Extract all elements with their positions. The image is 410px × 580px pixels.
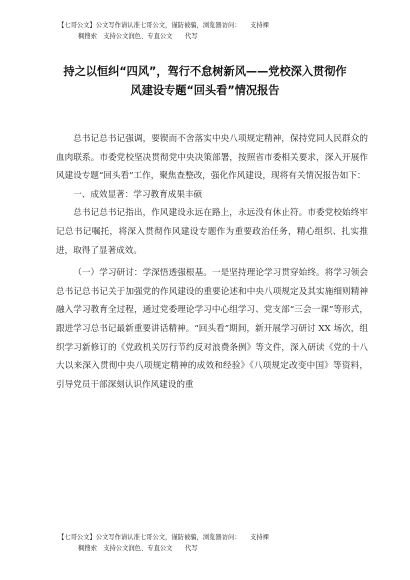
body-paragraph-intro: 总书记总书记强调，要锲而不舍落实中央八项规定精神，保持党同人民群众的血肉联系。市委党校坚决贯彻党中央决策部署，按照省市委相关要求，深入开展作风建设专题“回头看”工作，聚焦查整改，强化作风建设，现将有关情况报告如下：: [56, 134, 368, 182]
body-paragraph-3: （一）学习研讨：学深悟透强根基。一是坚持理论学习贯穿始终。将学习领会总书记总书记关于加强党的作风建设的重要论述和中央八项规定及其实施细则精神融入学习教育全过程，通过党委理论学习中心组学习、党支部“三会一课”等形式，跟进学习总书记最新重要讲话精神。“回头看”期间，新开展学习研讨 XX 场次，组织学习新修订的《党政机关厉行节约反对浪费条例》等文件，深入研读《党的十八大以来深入贯彻中央八项规定精神的成效和经验》《八项规定改变中国》等资料，引导党员干部深刻认识作风建设的重: [56, 268, 368, 390]
header-watermark-notice: [58, 20, 388, 42]
document-body: [56, 130, 368, 394]
header-notice-line-1: 【七哥公文】公文写作请认准七哥公文，谨防被骗，浏览器访问： 支持裸: [58, 22, 269, 29]
body-paragraph-2: 总书记总书记指出，作风建设永远在路上，永远没有休止符。市委党校始终牢记总书记嘱托，将深入贯彻作风建设专题作为重要政治任务，精心组织、扎实推进，取得了显著成效。: [56, 208, 368, 256]
section-heading-1: 一、成效显著：学习教育成果丰硕: [73, 189, 203, 200]
document-title: [40, 62, 370, 100]
footer-watermark-notice: [58, 532, 388, 554]
title-line-1: 持之以恒纠“四风”，驾行不怠树新风——党校深入贯彻作: [63, 65, 347, 78]
header-notice-line-2: 稠搜索 支持公文润色、专直公文 代写: [78, 33, 198, 40]
footer-notice-line-2: 稠搜索 支持公文润色、专直公文 代写: [78, 545, 198, 552]
footer-notice-line-1: 【七哥公文】公文写作请认准七哥公文，谨防被骗，浏览器访问： 支持裸: [58, 534, 269, 541]
title-line-2: 风建设专题“回头看”情况报告: [130, 84, 280, 97]
